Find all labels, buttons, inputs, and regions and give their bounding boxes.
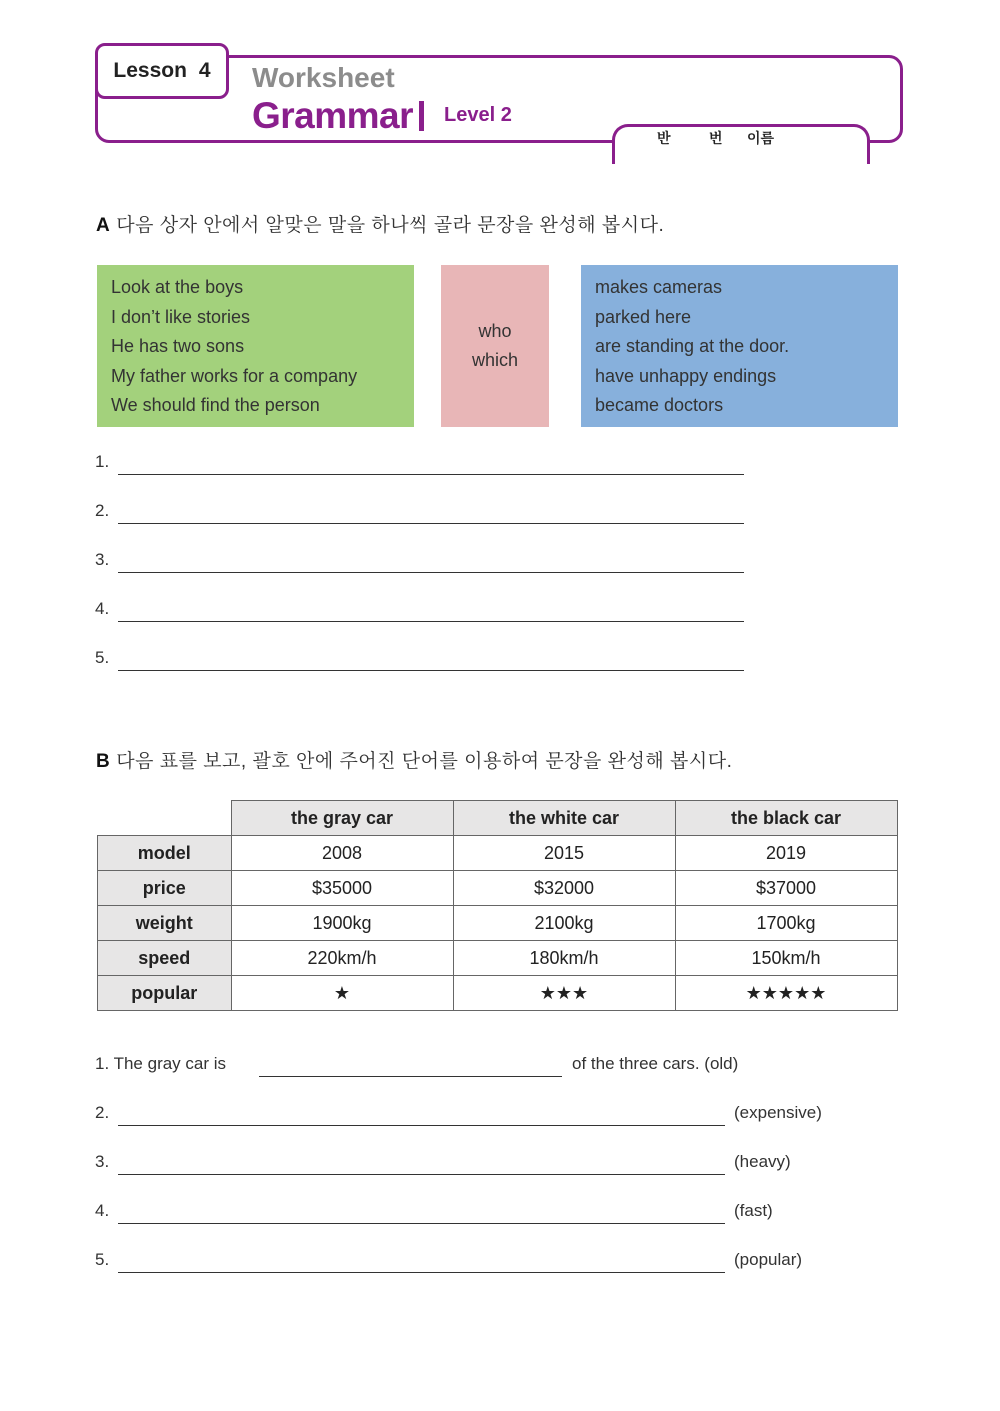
pronoun-item: who xyxy=(478,320,512,341)
section-b-letter: B xyxy=(96,751,111,772)
answer-line[interactable] xyxy=(118,670,744,671)
answer-line[interactable] xyxy=(118,1272,725,1273)
section-b-text: 다음 표를 보고, 괄호 안에 주어진 단어를 이용하여 문장을 완성해 봅시다. xyxy=(116,751,733,772)
question-1-suffix: of the three cars. (old) xyxy=(572,1054,739,1073)
lesson-number: 4 xyxy=(198,59,211,82)
answer-number: 4. xyxy=(95,599,110,618)
table-row xyxy=(98,976,898,1011)
table-cell: 150km/h xyxy=(675,941,897,976)
answer-number: 2. xyxy=(95,501,110,520)
level-label: Level 2 xyxy=(444,104,512,126)
class-label: 반 xyxy=(657,130,671,146)
table-cell: 2015 xyxy=(453,836,675,871)
row-header: popular xyxy=(98,976,232,1011)
table-cell: 2019 xyxy=(675,836,897,871)
star-rating: ★★★★★ xyxy=(675,976,897,1011)
question-1-prefix: 1. The gray car is xyxy=(95,1054,227,1073)
phrase-item: became doctors xyxy=(595,395,724,415)
phrase-item: parked here xyxy=(595,306,692,327)
table-row xyxy=(98,871,898,906)
question-hint: (expensive) xyxy=(734,1103,822,1122)
name-label: 이름 xyxy=(747,130,775,146)
lesson-label: Lesson xyxy=(113,59,187,82)
answer-line[interactable] xyxy=(118,1174,725,1175)
answer-line[interactable] xyxy=(259,1076,562,1077)
number-label: 번 xyxy=(709,130,723,146)
column-header: the gray car xyxy=(231,801,453,836)
star-rating: ★ xyxy=(231,976,453,1011)
phrase-item: have unhappy endings xyxy=(595,365,777,386)
table-cell: 2008 xyxy=(231,836,453,871)
table-cell: 220km/h xyxy=(231,941,453,976)
table-cell: $32000 xyxy=(453,871,675,906)
table-row xyxy=(98,941,898,976)
lesson-tab xyxy=(95,43,229,99)
table-cell: 1900kg xyxy=(231,906,453,941)
star-rating: ★★★ xyxy=(453,976,675,1011)
column-header: the white car xyxy=(453,801,675,836)
name-tab xyxy=(612,124,870,164)
question-number: 5. xyxy=(95,1250,110,1269)
table-cell: $37000 xyxy=(675,871,897,906)
phrase-item: He has two sons xyxy=(111,336,245,356)
table-cell: $35000 xyxy=(231,871,453,906)
table-cell: 180km/h xyxy=(453,941,675,976)
subject-phrase-box xyxy=(97,265,414,427)
question-number: 3. xyxy=(95,1152,110,1171)
answer-line[interactable] xyxy=(118,621,744,622)
table-cell: 1700kg xyxy=(675,906,897,941)
row-header: speed xyxy=(98,941,232,976)
answer-line[interactable] xyxy=(118,523,744,524)
title-divider xyxy=(419,101,424,131)
answer-number: 3. xyxy=(95,550,110,569)
answer-line[interactable] xyxy=(118,1125,725,1126)
phrase-item: are standing at the door. xyxy=(595,336,790,356)
clause-phrase-box xyxy=(581,265,898,427)
row-header: model xyxy=(98,836,232,871)
answer-line[interactable] xyxy=(118,572,744,573)
question-hint: (fast) xyxy=(734,1201,773,1220)
table-cell: 2100kg xyxy=(453,906,675,941)
section-a-text: 다음 상자 안에서 알맞은 말을 하나씩 골라 문장을 완성해 봅시다. xyxy=(116,215,665,236)
car-comparison-table xyxy=(97,800,898,1011)
phrase-item: Look at the boys xyxy=(111,277,244,297)
table-corner xyxy=(98,801,232,836)
section-a-instruction xyxy=(96,210,664,237)
question-hint: (popular) xyxy=(734,1250,803,1269)
phrase-item: I don’t like stories xyxy=(111,306,251,327)
answer-number: 5. xyxy=(95,648,110,667)
answer-line[interactable] xyxy=(118,474,744,475)
phrase-item: My father works for a company xyxy=(111,365,358,386)
pronoun-box xyxy=(441,265,549,427)
section-a-letter: A xyxy=(96,215,111,236)
row-header: weight xyxy=(98,906,232,941)
phrase-item: We should find the person xyxy=(111,395,320,415)
row-header: price xyxy=(98,871,232,906)
column-header: the black car xyxy=(675,801,897,836)
pronoun-item: which xyxy=(471,350,519,370)
table-row xyxy=(98,836,898,871)
grammar-title: Grammar xyxy=(252,95,414,136)
phrase-item: makes cameras xyxy=(595,277,723,297)
answer-line[interactable] xyxy=(118,1223,725,1224)
worksheet-title: Worksheet xyxy=(252,62,395,93)
question-hint: (heavy) xyxy=(734,1152,791,1171)
question-number: 4. xyxy=(95,1201,110,1220)
section-b-instruction xyxy=(96,746,732,773)
question-number: 2. xyxy=(95,1103,110,1122)
table-row xyxy=(98,906,898,941)
answer-number: 1. xyxy=(95,452,110,471)
